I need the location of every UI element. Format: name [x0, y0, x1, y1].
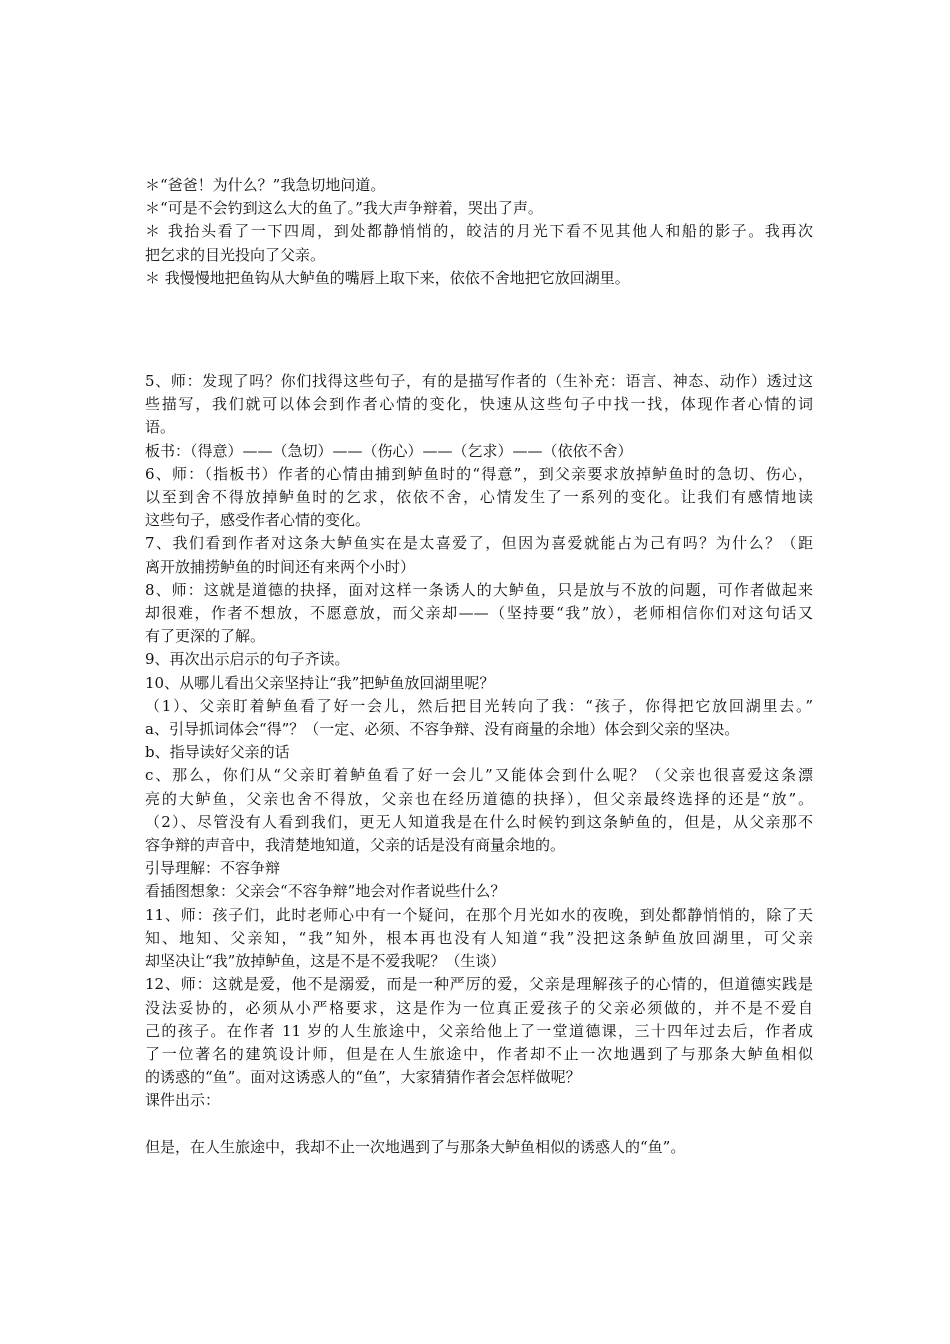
spacer	[145, 290, 813, 370]
text-line: 没法妥协的，必须从小严格要求，这是作为一位真正爱孩子的父亲必须做的，并不是不爱自	[145, 998, 813, 1017]
text-line: 亮的大鲈鱼，父亲也舍不得放，父亲也在经历道德的抉择），但父亲最终选择的还是“放”。	[145, 789, 813, 808]
text-line: 板书：（得意）——（急切）——（伤心）——（乞求）——（依依不舍）	[145, 441, 633, 460]
text-line: 离开放捕捞鲈鱼的时间还有来两个小时）	[145, 557, 416, 576]
text-line: ＊ 我慢慢地把鱼钩从大鲈鱼的嘴唇上取下来，依依不舍地把它放回湖里。	[145, 268, 630, 287]
text-line: 11、师：孩子们，此时老师心中有一个疑问，在那个月光如水的夜晚，到处都静悄悄的，除了天	[145, 905, 813, 924]
text-line: 把乞求的目光投向了父亲。	[145, 245, 326, 264]
text-line: 但是，在人生旅途中，我却不止一次地遇到了与那条大鲈鱼相似的诱惑人的“鱼”。	[145, 1137, 686, 1156]
text-line: 了一位著名的建筑设计师，但是在人生旅途中，作者却不止一次地遇到了与那条大鲈鱼相似	[145, 1044, 813, 1063]
text-line: 些描写，我们就可以体会到作者心情的变化，快速从这些句子中找一找，体现作者心情的词	[145, 395, 813, 414]
text-line: 8、师：这就是道德的抉择，面对这样一条诱人的大鲈鱼，只是放与不放的问题，可作者做起来	[145, 580, 813, 599]
text-line: 这些句子，感受作者心情的变化。	[145, 511, 371, 530]
text-line: 9、再次出示启示的句子齐读。	[145, 650, 350, 669]
text-line: ＊“可是不会钓到这么大的鱼了。”我大声争辩着，哭出了声。	[145, 199, 543, 218]
text-line: 知、地知、父亲知，“我”知外，根本再也没有人知道“我”没把这条鲈鱼放回湖里，可父亲	[145, 928, 813, 947]
text-line: 语。	[145, 418, 176, 437]
text-line: 己的孩子。在作者 11 岁的人生旅途中，父亲给他上了一堂道德课，三十四年过去后，作者成	[145, 1021, 813, 1040]
text-line: 7、我们看到作者对这条大鲈鱼实在是太喜爱了，但因为喜爱就能占为己有吗？为什么？（距	[145, 534, 813, 553]
text-line: 12、师：这就是爱，他不是溺爱，而是一种严厉的爱，父亲是理解孩子的心情的，但道德实践是	[145, 975, 813, 994]
text-line: 以至到舍不得放掉鲈鱼时的乞求，依依不舍，心情发生了一系列的变化。让我们有感情地读	[145, 488, 813, 507]
text-line: ＊“爸爸！为什么？”我急切地问道。	[145, 176, 386, 194]
text-line: 引导理解：不容争辩	[145, 859, 281, 878]
spacer	[145, 1113, 813, 1136]
text-line: 却坚决让“我”放掉鲈鱼，这是不是不爱我呢？（生谈）	[145, 952, 506, 971]
text-line: （2）、尽管没有人看到我们，更无人知道我是在什么时候钓到这条鲈鱼的，但是，从父亲那不	[145, 812, 813, 831]
text-line: 有了更深的了解。	[145, 627, 266, 646]
text-line: （1）、父亲盯着鲈鱼看了好一会儿，然后把目光转向了我：“孩子，你得把它放回湖里去。”	[145, 696, 813, 715]
text-line: 课件出示：	[145, 1091, 221, 1110]
quoted-sentences	[145, 174, 813, 290]
text-line: b、指导读好父亲的话	[145, 743, 290, 762]
courseware-quote	[145, 1136, 813, 1159]
text-line: 10、从哪儿看出父亲坚持让“我”把鲈鱼放回湖里呢？	[145, 673, 495, 692]
text-line: 看插图想象：父亲会“不容争辩”地会对作者说些什么？	[145, 882, 506, 901]
text-line: 6、师：（指板书）作者的心情由捕到鲈鱼时的“得意”，到父亲要求放掉鲈鱼时的急切、伤心，	[145, 464, 813, 483]
text-line: a、引导抓词体会“得”？（一定、必须、不容争辩、没有商量的余地）体会到父亲的坚决。	[145, 720, 740, 739]
text-line: 却很难，作者不想放，不愿意放，而父亲却——（坚持要“我”放），老师相信你们对这句话又	[145, 604, 813, 623]
document-page	[145, 174, 813, 1159]
text-line: 容争辩的声音中，我清楚地知道，父亲的话是没有商量余地的。	[145, 836, 566, 855]
text-line: c、那么，你们从“父亲盯着鲈鱼看了好一会儿”又能体会到什么呢？（父亲也很喜爱这条漂	[145, 766, 813, 785]
text-line: 的诱惑的“鱼”。面对这诱惑人的“鱼”，大家猜猜作者会怎样做呢？	[145, 1068, 581, 1087]
lesson-body	[145, 370, 813, 1113]
text-line: ＊ 我抬头看了一下四周，到处都静悄悄的，皎洁的月光下看不见其他人和船的影子。我再次	[145, 222, 813, 241]
text-line: 5、师：发现了吗？你们找得这些句子，有的是描写作者的（生补充：语言、神态、动作）透过这	[145, 372, 813, 391]
